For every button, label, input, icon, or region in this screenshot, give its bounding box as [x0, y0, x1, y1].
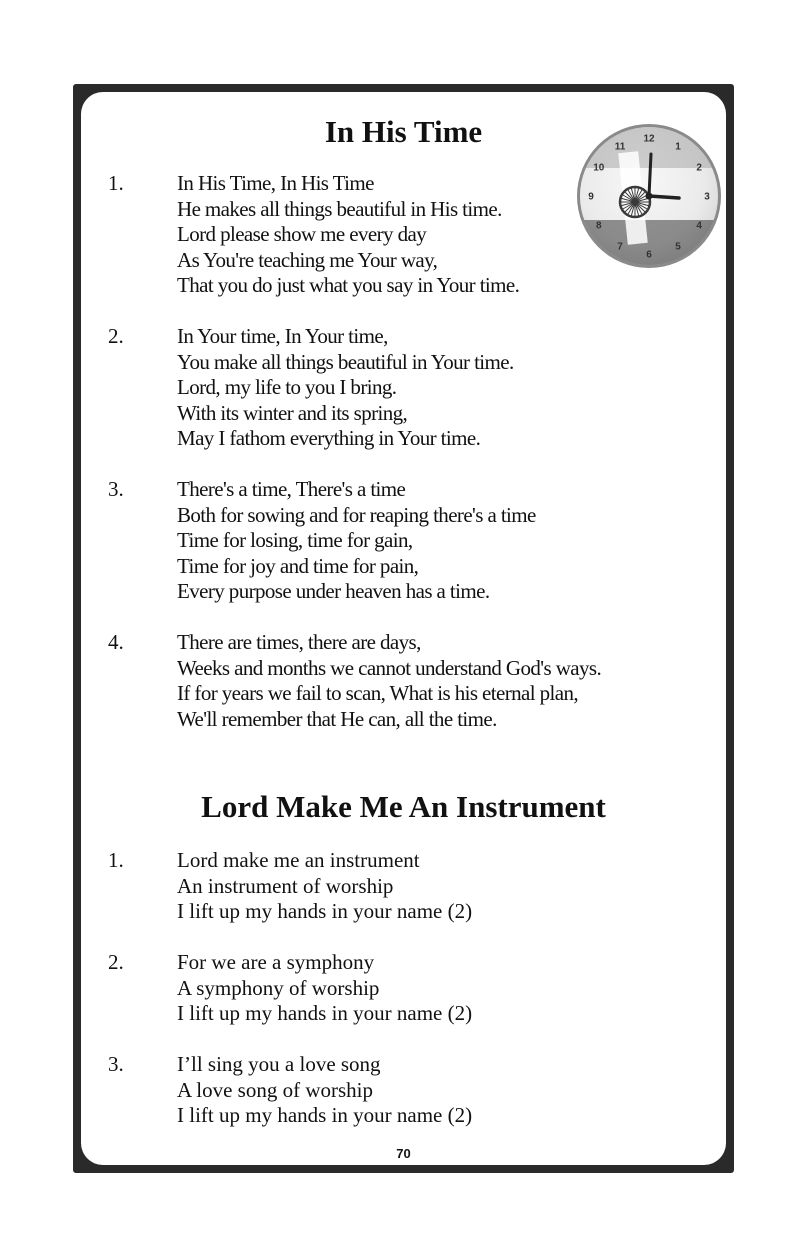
verse-line: You make all things beautiful in Your time.: [177, 349, 514, 374]
verse-number: 1.: [108, 171, 124, 195]
chakra-wheel: [620, 187, 650, 217]
verse-line: I lift up my hands in your name (2): [177, 1001, 473, 1025]
verse-number: 3.: [108, 1052, 124, 1076]
page-number: 70: [396, 1146, 411, 1161]
verse-line: As You're teaching me Your way,: [177, 247, 438, 272]
verse-line: We'll remember that He can, all the time.: [177, 706, 497, 731]
verse-line: Every purpose under heaven has a time.: [177, 579, 490, 603]
clock-numeral: 5: [675, 241, 681, 253]
verse-line: He makes all things beautiful in His time.: [177, 196, 502, 221]
clock-numeral: 9: [588, 191, 594, 203]
song-title-lord-make-me-an-instrument: Lord Make Me An Instrument: [201, 789, 606, 824]
verse-line: With its winter and its spring,: [177, 400, 408, 425]
verse-line: In His Time, In His Time: [177, 171, 374, 195]
clock-icon: [575, 122, 723, 270]
clock-numeral: 1: [675, 141, 681, 153]
verse-lines: [177, 477, 536, 605]
clock-numeral: 12: [643, 133, 655, 145]
verse-line: Both for sowing and for reaping there's a time: [177, 502, 536, 527]
verse-line: There's a time, There's a time: [177, 477, 406, 501]
verse-lines: [177, 171, 519, 299]
verse-line: An instrument of worship: [177, 873, 394, 898]
verse-number: 2.: [108, 324, 124, 348]
verse-line: I’ll sing you a love song: [177, 1052, 381, 1076]
verse-line: I lift up my hands in your name (2): [177, 899, 473, 923]
verse-line: A love song of worship: [177, 1077, 373, 1102]
verse-line: For we are a symphony: [177, 950, 375, 974]
page-panel: [81, 92, 726, 1165]
clock-numeral: 3: [704, 191, 710, 203]
verse-lines: [177, 950, 472, 1027]
clock-numeral: 4: [696, 220, 702, 232]
verse-number: 3.: [108, 477, 124, 501]
verse-line: That you do just what you say in Your time.: [177, 273, 520, 297]
page-frame: [73, 84, 734, 1173]
verse-lines: [177, 630, 601, 732]
clock-numeral: 7: [617, 241, 623, 253]
clock-numeral: 8: [596, 220, 602, 232]
verse-lines: [177, 324, 514, 452]
verse-line: Weeks and months we cannot understand God's ways.: [177, 655, 602, 680]
song-title-in-his-time: In His Time: [324, 114, 483, 149]
verse-number: 2.: [108, 950, 124, 974]
verse-line: A symphony of worship: [177, 975, 380, 1000]
verse-line: In Your time, In Your time,: [177, 324, 388, 348]
verse-line: Lord, my life to you I bring.: [177, 375, 397, 399]
clock-numeral: 2: [696, 162, 702, 174]
verse-lines: [177, 848, 472, 925]
verse-line: If for years we fail to scan, What is his eternal plan,: [177, 681, 579, 705]
verse-line: There are times, there are days,: [177, 630, 421, 654]
verse-line: I lift up my hands in your name (2): [177, 1103, 473, 1127]
verse-line: Time for losing, time for gain,: [177, 528, 413, 552]
verse-line: May I fathom everything in Your time.: [177, 426, 481, 450]
clock-numeral: 10: [593, 162, 605, 174]
clock-numeral: 6: [646, 249, 652, 261]
verse-number: 4.: [108, 630, 124, 654]
verse-line: Time for joy and time for pain,: [177, 553, 419, 578]
verse-line: Lord make me an instrument: [177, 848, 420, 872]
verse-line: Lord please show me every day: [177, 222, 427, 246]
verse-number: 1.: [108, 848, 124, 872]
verse-lines: [177, 1052, 472, 1129]
clock-numeral: 11: [614, 141, 626, 153]
